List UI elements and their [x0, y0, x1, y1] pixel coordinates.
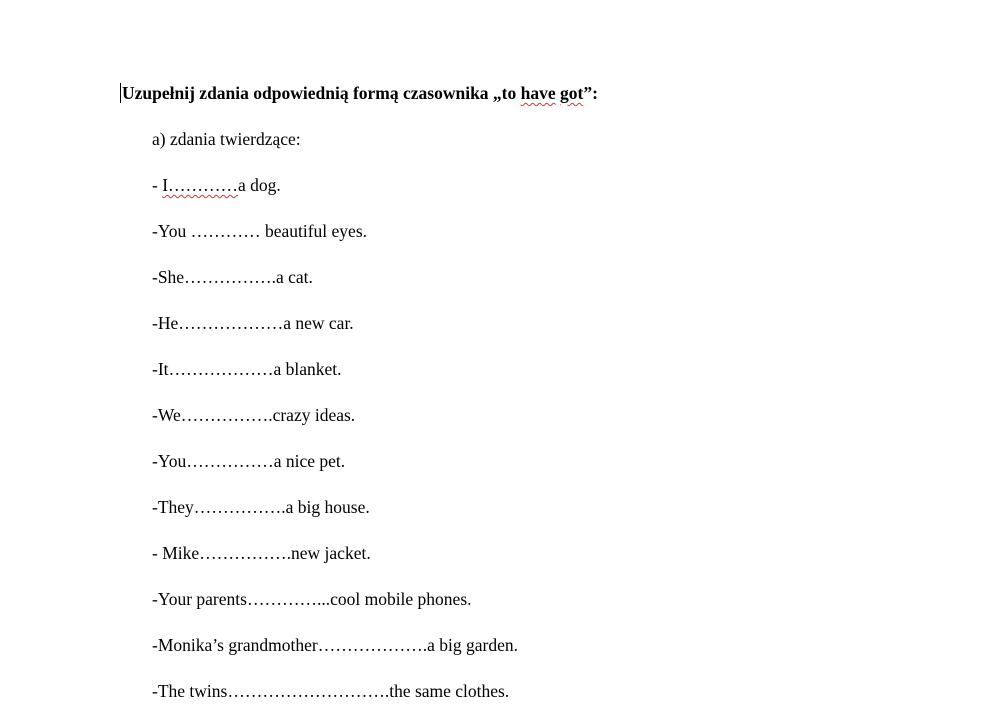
title-text: Uzupełnij zdania odpowiednią formą czasownika „to — [122, 83, 521, 103]
sentence-item: -The twins……………………….the same clothes. — [152, 681, 510, 701]
sentence-item: -He………………a new car. — [152, 313, 354, 333]
title-end: ”: — [583, 83, 598, 103]
sentence-item: - Mike…………….new jacket. — [152, 543, 371, 563]
sentence-item: -We…………….crazy ideas. — [152, 405, 356, 425]
sentence-prefix: - — [152, 175, 163, 195]
sentence-item: -They…………….a big house. — [152, 497, 370, 517]
sentence-item: -You……………a nice pet. — [152, 451, 346, 471]
sentence-item: -Monika’s grandmother……………….a big garden. — [152, 635, 518, 655]
sentence-item: -Your parents…………...cool mobile phones. — [152, 589, 472, 609]
exercise-title — [122, 82, 598, 104]
sentence-item — [152, 174, 518, 220]
section-subtitle: a) zdania twierdzące: — [152, 129, 301, 149]
text-cursor — [120, 83, 121, 103]
sentence-list — [152, 174, 518, 726]
title-got-word: got — [560, 83, 584, 103]
sentence-marked-text: I………… — [162, 175, 239, 195]
sentence-item: -It………………a blanket. — [152, 359, 342, 379]
sentence-suffix: a dog. — [238, 175, 281, 195]
title-have-word: have — [520, 83, 556, 103]
sentence-item: -She…………….a cat. — [152, 267, 313, 287]
sentence-item: -You ………… beautiful eyes. — [152, 221, 368, 241]
